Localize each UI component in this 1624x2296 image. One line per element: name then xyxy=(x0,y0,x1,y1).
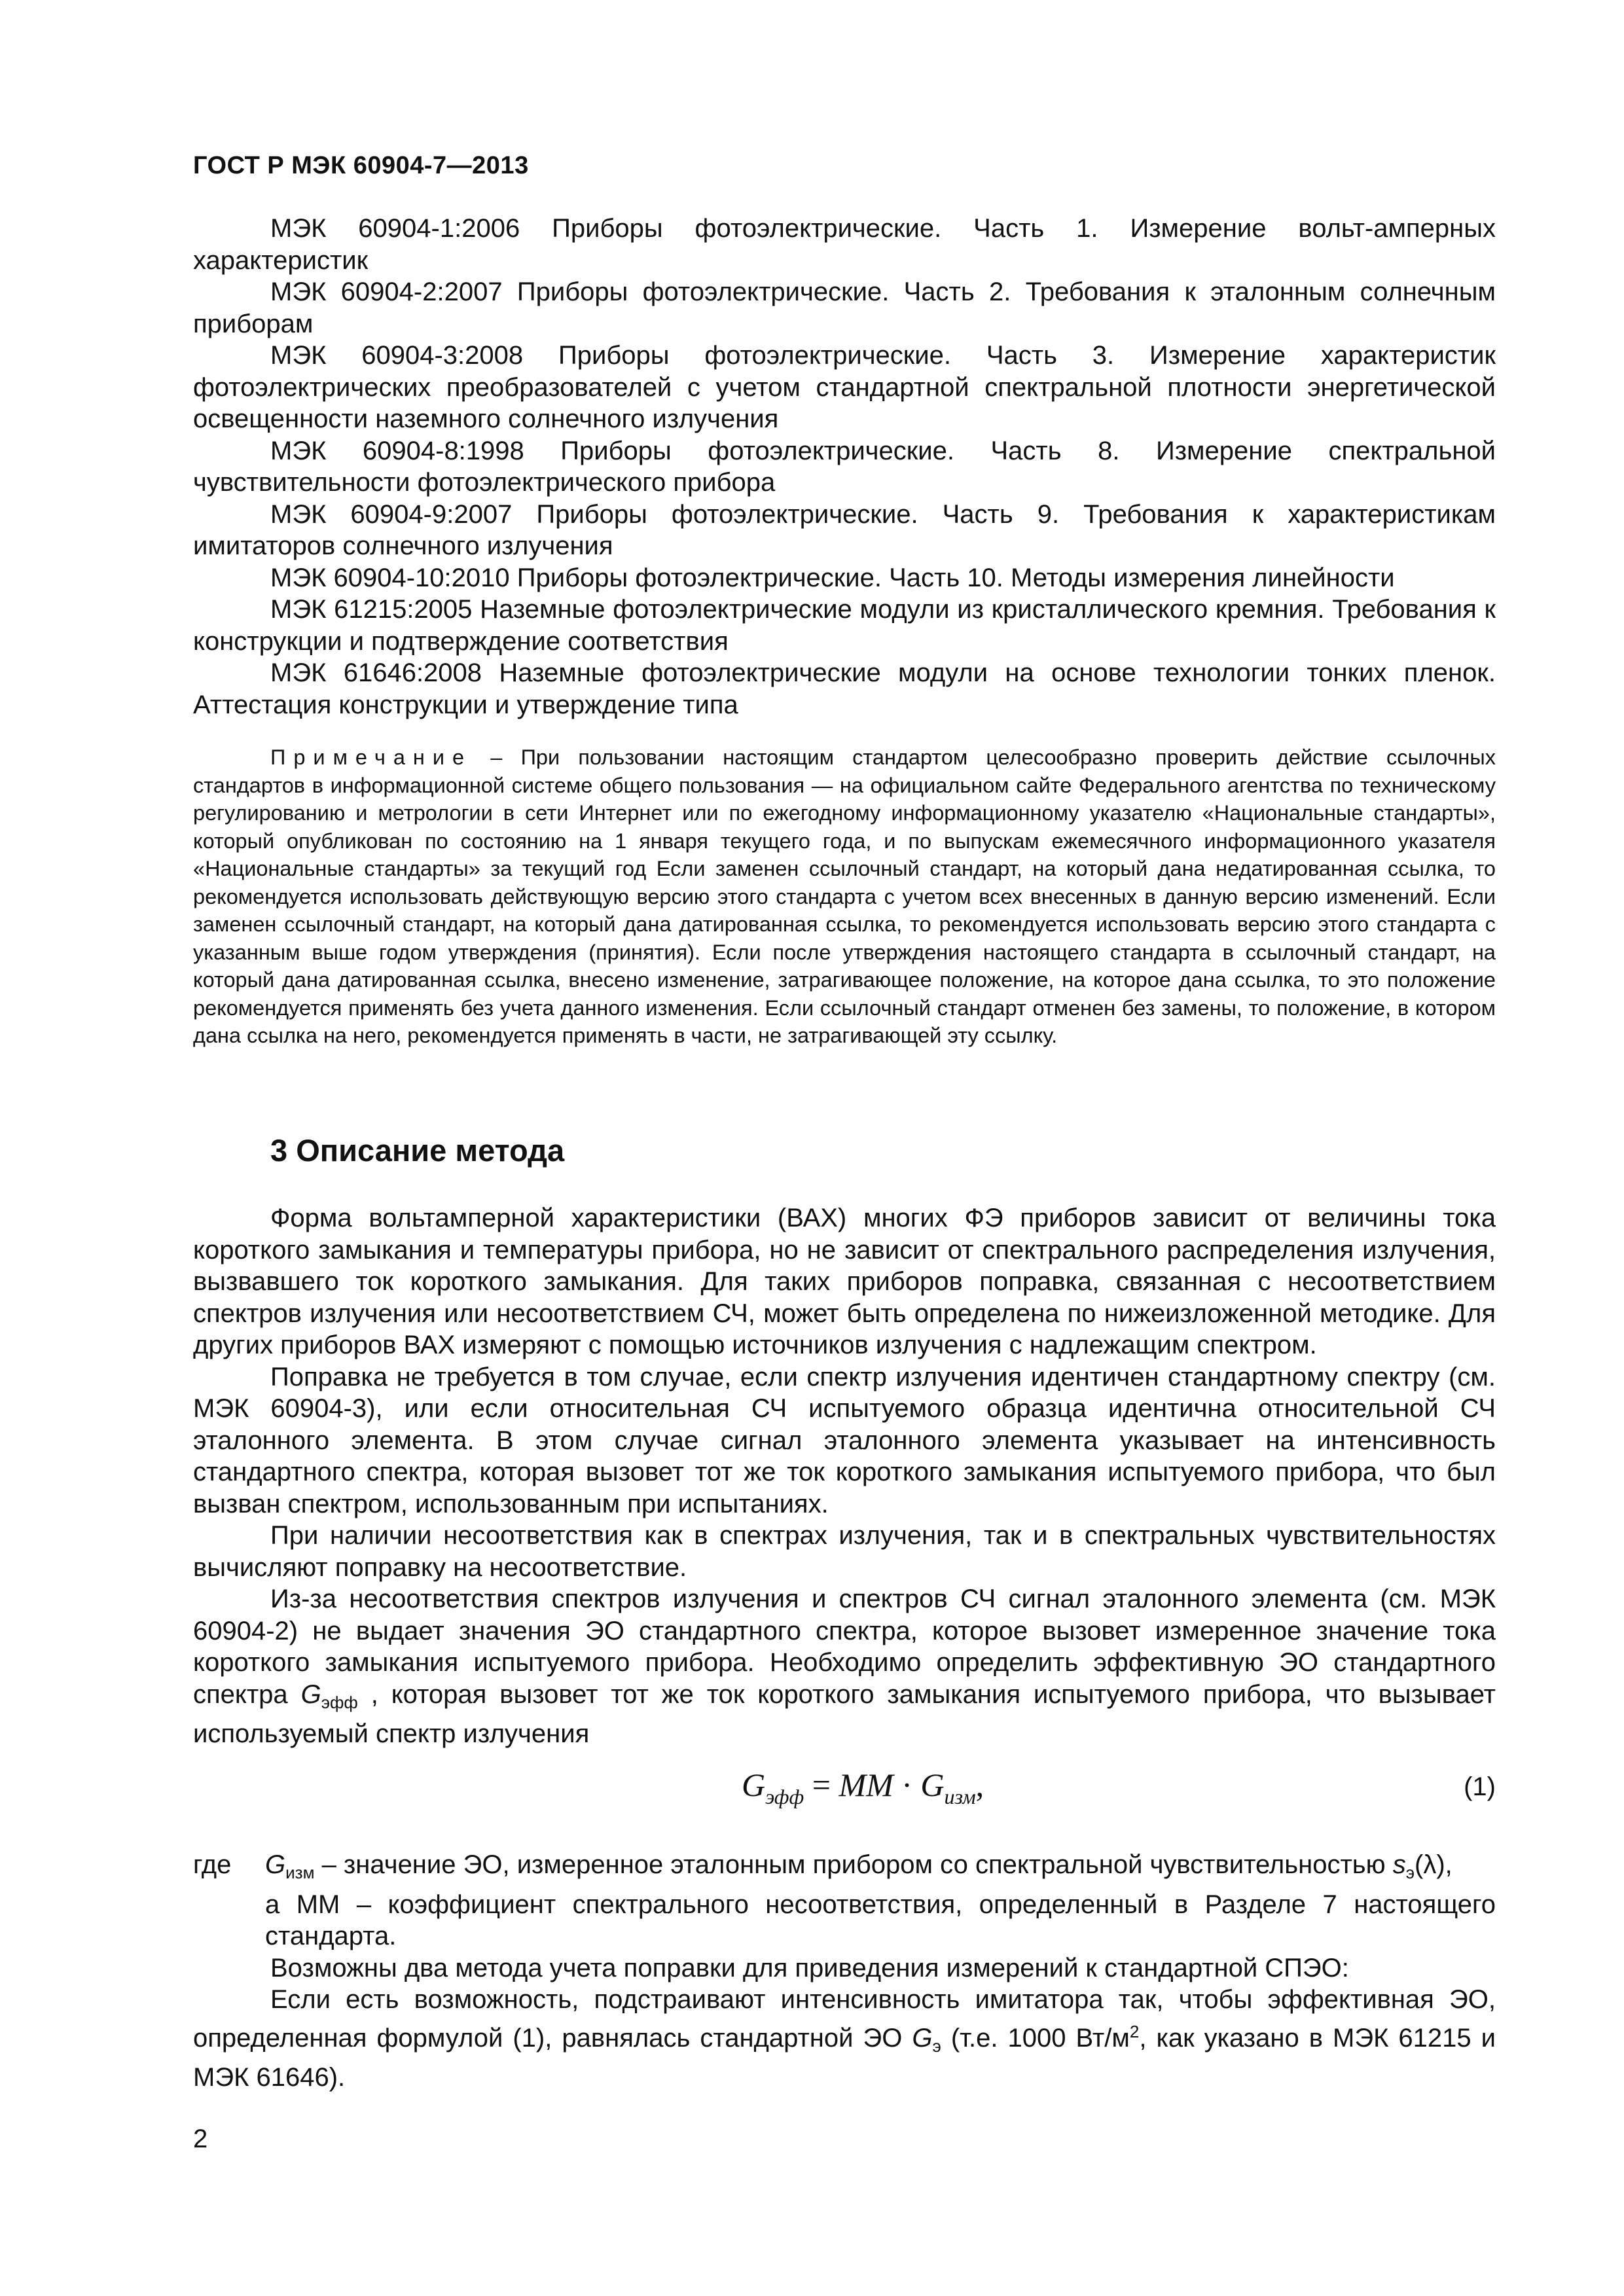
formula-1 xyxy=(193,1766,1496,1812)
reference-item: МЭК 60904-8:1998 Приборы фотоэлектрические. Часть 8. Измерение спектральной чувствительности фотоэлектрического прибора xyxy=(193,436,1496,497)
body-paragraph: Поправка не требуется в том случае, если спектр излучения идентичен стандартному спектру (см. МЭК 60904-3), или если относительная СЧ испытуемого образца идентична относительной СЧ эталонного элемента. В этом случае сигнал эталонного элемента указывает на интенсивность стандартного спектра, которая вызовет тот же ток короткого замыкания испытуемого прибора, что был вызван спектром, использованным при испытаниях. xyxy=(193,1362,1496,1518)
reference-item: МЭК 61646:2008 Наземные фотоэлектрические модули на основе технологии тонких пленок. Аттестация конструкции и утверждение типа xyxy=(193,658,1496,719)
note-text: – При пользовании настоящим стандартом целесообразно проверить действие ссылочных стандартов в информационной системе общего пользования — на официальном сайте Федерального агентства по техническому регулированию и метрологии в сети Интернет или по ежегодному информационному указателю «Национальные стандарты», который опубликован по состоянию на 1 января текущего года, и по выпускам ежемесячного информационного указателя «Национальные стандарты» за текущий год Если заменен ссылочный стандарт, на который дана недатированная ссылка, то рекомендуется использовать действующую версию этого стандарта с учетом всех внесенных в данную версию изменений. Если заменен ссылочный стандарт, на который дана датированная ссылка, то рекомендуется использовать версию этого стандарта с указанным выше годом утверждения (принятия). Если после утверждения настоящего стандарта в ссылочный стандарт, на который дана датированная ссылка, внесено изменение, затрагивающее положение, на которое дана ссылка, то это положение рекомендуется применять без учета данного изменения. Если ссылочный стандарт отменен без замены, то положение, в котором дана ссылка на него, рекомендуется применять в части, не затрагивающей эту ссылку. xyxy=(193,745,1496,1047)
reference-item: МЭК 60904-3:2008 Приборы фотоэлектрические. Часть 3. Измерение характеристик фотоэлектрических преобразователей с учетом стандартной спектральной плотности энергетической освещенности наземного солнечного излучения xyxy=(193,341,1496,433)
body-paragraph: Из-за несоответствия спектров излучения и спектров СЧ сигнал эталонного элемента (см. МЭК 60904-2) не выдает значения ЭО стандартного спектра, которое вызовет измеренное значение тока короткого замыкания испытуемого прибора. Необходимо определить эффективную ЭО стандартного спектра $G_{эфф}$ , которая вызовет тот же ток короткого замыкания испытуемого прибора, что вызывает используемый спектр излучения xyxy=(193,1585,1496,1748)
where-block xyxy=(193,1849,1496,2094)
body-paragraph: Возможны два метода учета поправки для приведения измерений к стандартной СПЭО: xyxy=(270,1953,1349,1982)
reference-item: МЭК 60904-9:2007 Приборы фотоэлектрические. Часть 9. Требования к характеристикам имитаторов солнечного излучения xyxy=(193,499,1496,560)
note-paragraph xyxy=(193,744,1496,1050)
page-number: 2 xyxy=(193,2125,208,2153)
document-header: ГОСТ Р МЭК 60904-7—2013 xyxy=(193,152,529,179)
note-label: Примечание xyxy=(270,745,473,769)
reference-item: МЭК 60904-1:2006 Приборы фотоэлектрические. Часть 1. Измерение вольт-амперных характеристик xyxy=(193,214,1496,275)
section-heading: 3 Описание метода xyxy=(270,1133,565,1168)
section-body xyxy=(193,1202,1496,1750)
formula-number: (1) xyxy=(1464,1772,1496,1801)
reference-list xyxy=(193,213,1496,721)
body-paragraph: При наличии несоответствия как в спектрах излучения, так и в спектральных чувствительностях вычисляют поправку на несоответствие. xyxy=(193,1521,1496,1582)
body-paragraph: Форма вольтамперной характеристики (ВАХ) многих ФЭ приборов зависит от величины тока короткого замыкания и температуры прибора, но не зависит от спектрального распределения излучения, вызвавшего ток короткого замыкания. Для таких приборов поправка, связанная с несоответствием спектров излучения или несоответствием СЧ, может быть определена по нижеизложенной методике. Для других приборов ВАХ измеряют с помощью источников излучения с надлежащим спектром. xyxy=(193,1204,1496,1359)
where-label: где xyxy=(193,1850,232,1879)
body-paragraph: Если есть возможность, подстраивают интенсивность имитатора так, чтобы эффективная ЭО, определенная формулой (1), равнялась стандартной ЭО $G_э$ (т.е. 1000 $Вт/м^2$, как указано в МЭК 61215 и МЭК 61646). xyxy=(193,1985,1496,2092)
reference-item: МЭК 61215:2005 Наземные фотоэлектрические модули из кристаллического кремния. Требования к конструкции и подтверждение соответствия xyxy=(193,595,1496,656)
formula-expression: $G_{эфф}$ = MM · $G_{изм}$, xyxy=(742,1767,984,1808)
reference-item: МЭК 60904-2:2007 Приборы фотоэлектрические. Часть 2. Требования к эталонным солнечным приборам xyxy=(193,278,1496,338)
symbol-g: G xyxy=(300,1679,321,1709)
where-definition: где $G_{изм}$ – значение ЭО, измеренное эталонным прибором со спектральной чувствительностью $s_э(\lambda)$, а ММ – коэффициент спектрального несоответствия, определенный в Разделе 7 настоящего стандарта. xyxy=(193,1850,1496,1950)
symbol-subscript: эфф xyxy=(321,1692,358,1712)
reference-item: МЭК 60904-10:2010 Приборы фотоэлектрические. Часть 10. Методы измерения линейности xyxy=(270,563,1395,592)
